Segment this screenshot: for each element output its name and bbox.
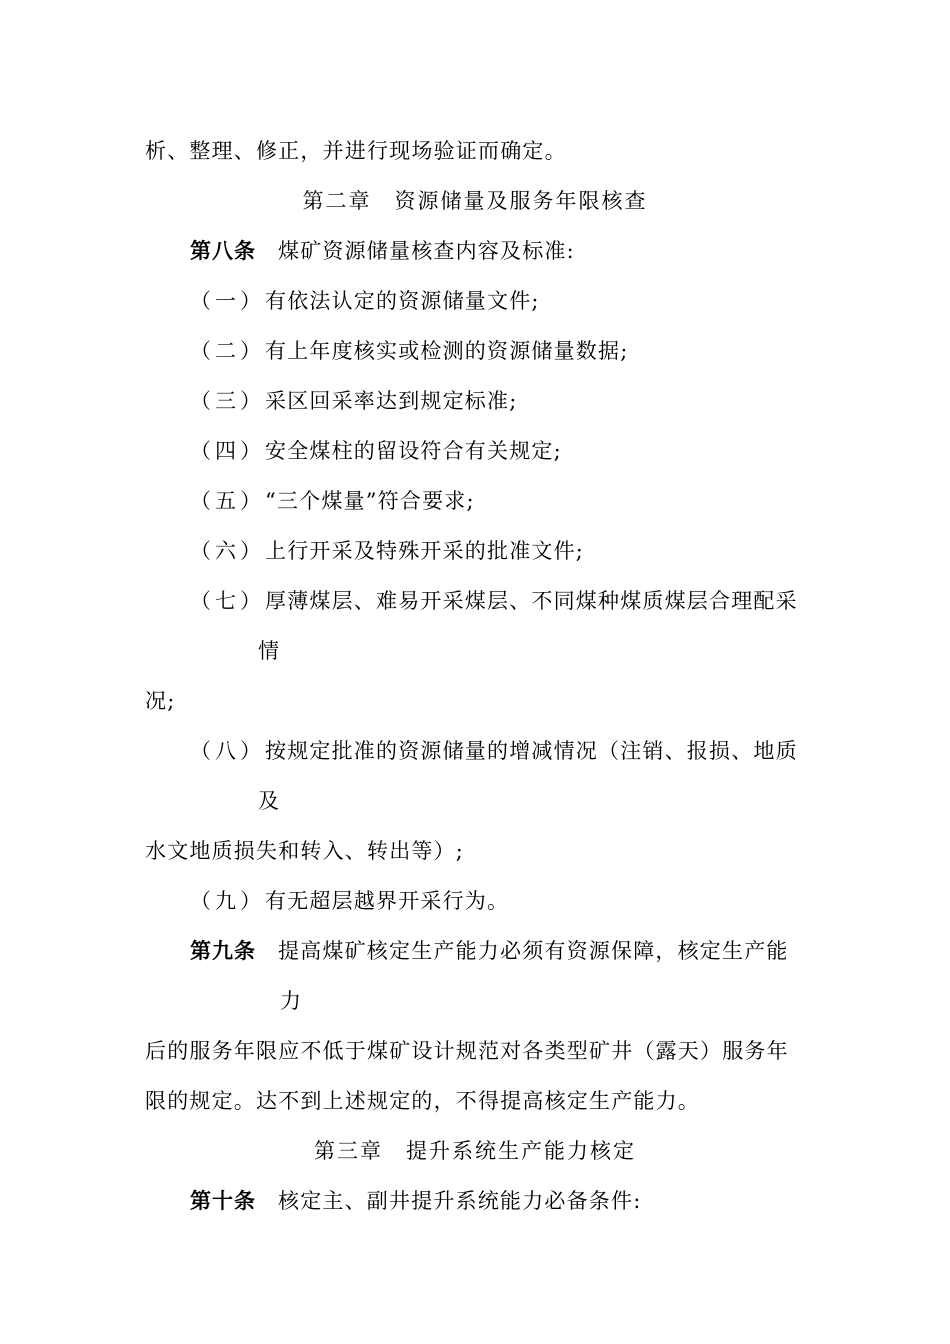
article-9-continuation-2 [145, 1086, 700, 1116]
text-line: 后的服务年限应不低于煤矿设计规范对各类型矿井（露天）服务年 [145, 1039, 789, 1063]
article-text: 提高煤矿核定生产能力必须有资源保障，核定生产能 [278, 939, 789, 963]
text-line: 况; [145, 689, 176, 713]
article-label: 第十条 [190, 1188, 256, 1213]
item-number: （三） [190, 389, 265, 413]
list-item-2 [190, 336, 628, 366]
item-text: 按规定批准的资源储量的增减情况（注销、报损、地质 [265, 739, 798, 763]
text-line: 情 [258, 639, 281, 663]
item-number: （八） [190, 739, 265, 763]
item-number: （一） [190, 289, 265, 313]
item-text: “三个煤量”符合要求; [265, 489, 475, 513]
list-item-7-wrap [258, 636, 280, 666]
list-item-3 [190, 386, 517, 416]
list-item-9 [190, 886, 509, 916]
chapter-heading-3 [0, 1136, 950, 1166]
item-number: （六） [190, 539, 265, 563]
text-line: 及 [258, 789, 281, 813]
article-text: 核定主、副井提升系统能力必备条件: [278, 1189, 642, 1213]
article-8 [190, 236, 575, 266]
article-label: 第八条 [190, 238, 256, 263]
article-10 [190, 1186, 641, 1216]
article-label: 第九条 [190, 938, 256, 963]
article-9-continuation-1 [145, 1036, 789, 1066]
paragraph-continuation [145, 136, 567, 166]
item-text: 上行开采及特殊开采的批准文件; [265, 539, 585, 563]
item-text: 采区回采率达到规定标准; [265, 389, 518, 413]
item-text: 安全煤柱的留设符合有关规定; [265, 439, 562, 463]
item-text: 有依法认定的资源储量文件; [265, 289, 540, 313]
item-number: （九） [190, 889, 265, 913]
item-text: 有无超层越界开采行为。 [265, 889, 510, 913]
chapter-title: 第二章 资源储量及服务年限核查 [302, 189, 648, 213]
list-item-6 [190, 536, 584, 566]
text-line: 限的规定。达不到上述规定的，不得提高核定生产能力。 [145, 1089, 700, 1113]
list-item-8-wrap [258, 786, 280, 816]
list-item-5 [190, 486, 475, 516]
text-line: 水文地质损失和转入、转出等）; [145, 839, 465, 863]
item-number: （四） [190, 439, 265, 463]
list-item-1 [190, 286, 540, 316]
list-item-7 [190, 586, 798, 616]
article-9 [190, 936, 789, 966]
item-number: （二） [190, 339, 265, 363]
item-number: （五） [190, 489, 265, 513]
article-text: 煤矿资源储量核查内容及标准: [278, 239, 575, 263]
item-text: 厚薄煤层、难易开采煤层、不同煤种煤质煤层合理配采 [265, 589, 798, 613]
item-text: 有上年度核实或检测的资源储量数据; [265, 339, 629, 363]
list-item-7-continuation [145, 686, 175, 716]
article-9-wrap [280, 986, 302, 1016]
list-item-8 [190, 736, 798, 766]
list-item-8-continuation [145, 836, 464, 866]
chapter-title: 第三章 提升系统生产能力核定 [314, 1139, 636, 1163]
text-line: 析、整理、修正，并进行现场验证而确定。 [145, 139, 567, 163]
list-item-4 [190, 436, 562, 466]
chapter-heading-2 [0, 186, 950, 216]
item-number: （七） [190, 589, 265, 613]
text-line: 力 [280, 989, 303, 1013]
